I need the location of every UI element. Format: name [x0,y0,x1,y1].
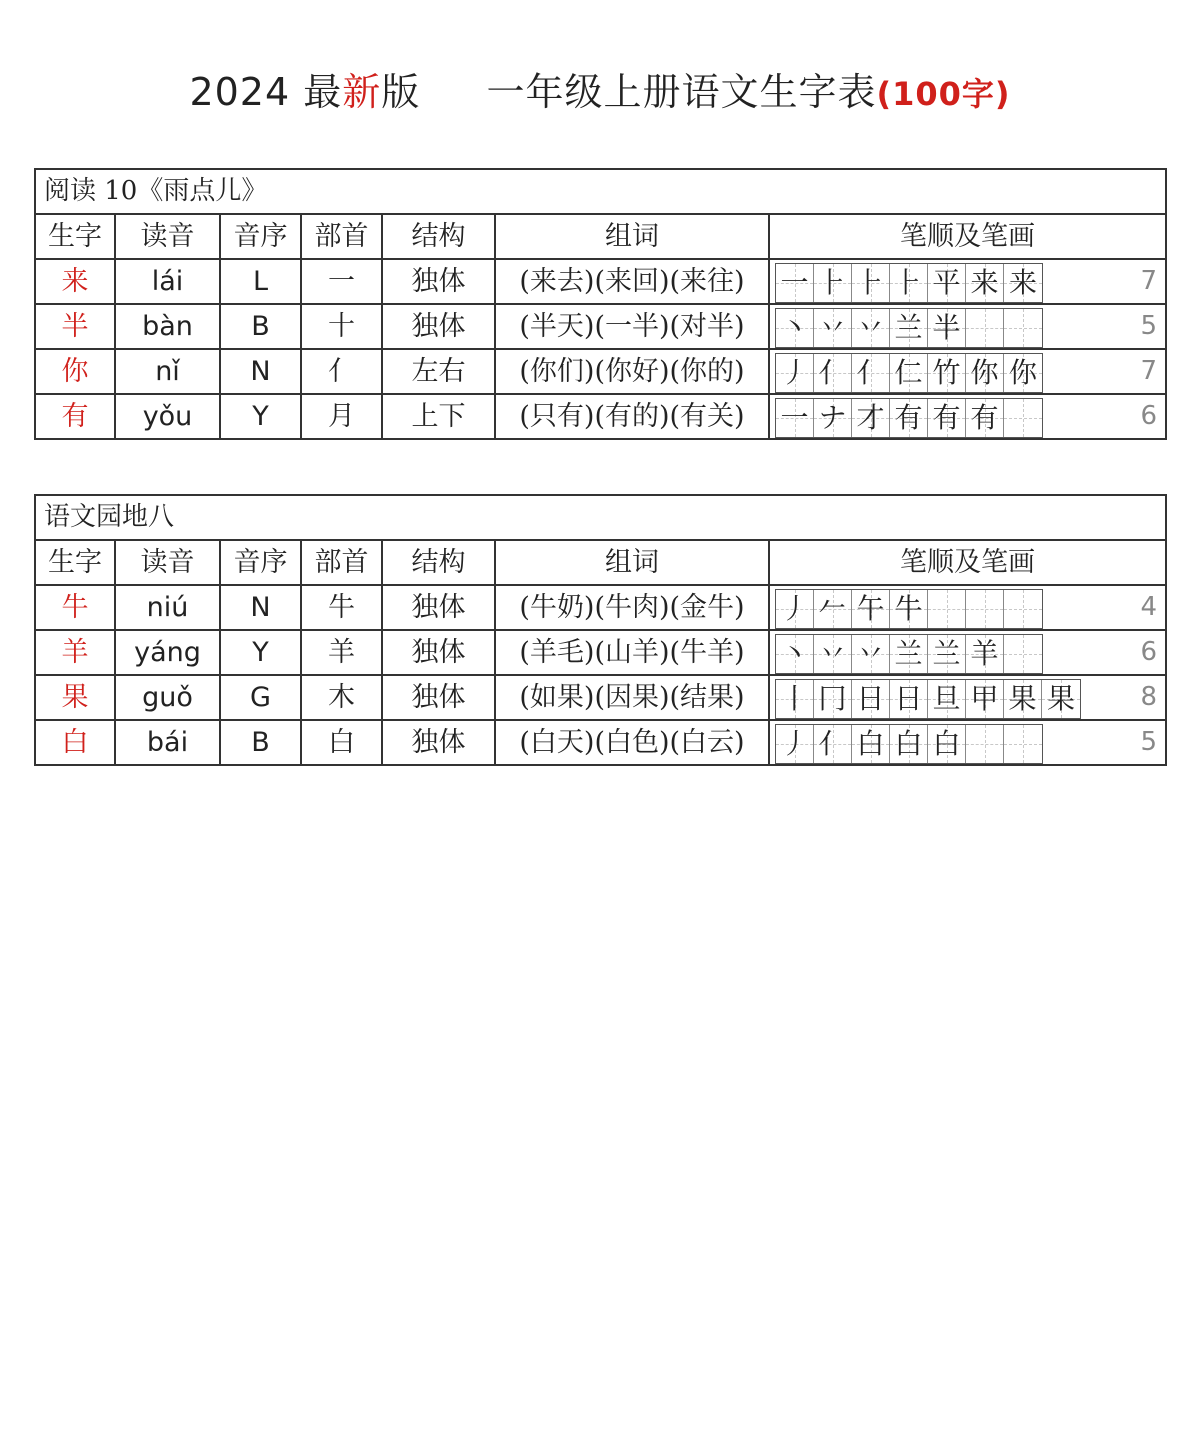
stroke-count: 6 [1140,637,1158,667]
stroke-step-glyph: 白 [932,727,961,760]
stroke-step-glyph: ナ [818,401,847,434]
radical-cell: 木 [301,675,382,720]
stroke-step [966,309,1004,347]
title-suffix: 版 [381,70,421,114]
table-row [35,630,1166,675]
pinyin-cell: nǐ [115,349,220,394]
column-header: 生字 [35,214,115,259]
words-cell: (你们)(你好)(你的) [495,349,769,394]
letter-cell: B [220,304,301,349]
lesson-table-1 [34,168,1167,440]
stroke-step [852,590,890,628]
character-cell: 半 [35,304,115,349]
character-cell: 羊 [35,630,115,675]
title-new: 新 [342,70,382,114]
stroke-step-glyph: 丷 [856,311,885,344]
stroke-step-glyph: 白 [856,727,885,760]
stroke-step [852,354,890,392]
section-caption: 语文园地八 [35,495,1166,540]
stroke-step [966,635,1004,673]
words-cell: (羊毛)(山羊)(牛羊) [495,630,769,675]
stroke-step [776,309,814,347]
stroke-order-cell [769,675,1166,720]
stroke-grid [775,634,1043,674]
stroke-order-cell [769,720,1166,765]
stroke-step [928,399,966,437]
column-header: 结构 [382,214,495,259]
pinyin-cell: guǒ [115,675,220,720]
stroke-grid [775,679,1081,719]
character-cell: 白 [35,720,115,765]
stroke-step [814,590,852,628]
structure-cell: 独体 [382,259,495,304]
stroke-step-glyph: 你 [970,356,999,389]
stroke-step [814,354,852,392]
letter-cell: B [220,720,301,765]
words-cell: (只有)(有的)(有关) [495,394,769,439]
structure-cell: 独体 [382,304,495,349]
title-count: (100字) [876,75,1011,113]
column-header: 笔顺及笔画 [769,214,1166,259]
stroke-step [814,309,852,347]
pinyin-cell: bái [115,720,220,765]
pinyin-cell: lái [115,259,220,304]
stroke-step-glyph: 果 [1046,682,1075,715]
stroke-step [1004,354,1042,392]
stroke-step [890,309,928,347]
stroke-step-glyph: 日 [894,682,923,715]
stroke-step [814,725,852,763]
stroke-step [776,399,814,437]
structure-cell: 独体 [382,720,495,765]
stroke-step-glyph: 丿 [780,592,809,625]
character-cell: 来 [35,259,115,304]
pinyin-cell: bàn [115,304,220,349]
stroke-step [776,680,814,718]
words-cell: (白天)(白色)(白云) [495,720,769,765]
column-header: 音序 [220,214,301,259]
stroke-step-glyph: 丷 [856,637,885,670]
stroke-step-glyph: 亻 [856,356,885,389]
column-header: 音序 [220,540,301,585]
stroke-step [928,680,966,718]
words-cell: (半天)(一半)(对半) [495,304,769,349]
stroke-grid [775,353,1043,393]
column-header: 组词 [495,540,769,585]
pinyin-cell: niú [115,585,220,630]
stroke-step-glyph: 有 [970,401,999,434]
stroke-step-glyph: ⺊ [894,266,923,299]
letter-cell: L [220,259,301,304]
pinyin-cell: yáng [115,630,220,675]
stroke-step [852,399,890,437]
stroke-step [890,264,928,302]
stroke-step-glyph: 𠂉 [818,592,847,625]
stroke-step [814,680,852,718]
structure-cell: 独体 [382,585,495,630]
stroke-step [1004,635,1042,673]
radical-cell: 十 [301,304,382,349]
stroke-step-glyph: 丷 [818,637,847,670]
stroke-step [1004,590,1042,628]
stroke-step [776,590,814,628]
letter-cell: Y [220,630,301,675]
stroke-step-glyph: 兰 [894,311,923,344]
lesson-table-2 [34,494,1167,766]
stroke-step [852,680,890,718]
stroke-grid [775,263,1043,303]
stroke-step [890,725,928,763]
radical-cell: 羊 [301,630,382,675]
stroke-step-glyph: 冂 [818,682,847,715]
header-row [35,540,1166,585]
radical-cell: 白 [301,720,382,765]
stroke-order-cell [769,349,1166,394]
radical-cell: 亻 [301,349,382,394]
stroke-step [852,264,890,302]
stroke-count: 4 [1140,592,1158,622]
table-row [35,304,1166,349]
stroke-step [852,725,890,763]
stroke-step-glyph: 亻 [818,356,847,389]
stroke-count: 5 [1140,727,1158,757]
column-header: 部首 [301,214,382,259]
stroke-step [928,309,966,347]
stroke-step [966,680,1004,718]
stroke-step-glyph: 平 [932,266,961,299]
stroke-step-glyph: 日 [856,682,885,715]
stroke-order-cell [769,630,1166,675]
column-header: 部首 [301,540,382,585]
title-year: 2024 [189,70,291,114]
table-row [35,259,1166,304]
stroke-step [852,635,890,673]
stroke-step-glyph: 竹 [932,356,961,389]
stroke-step [890,399,928,437]
table-row [35,675,1166,720]
stroke-count: 7 [1140,266,1158,296]
stroke-step [928,635,966,673]
stroke-step-glyph: 牛 [894,592,923,625]
column-header: 读音 [115,214,220,259]
stroke-step-glyph: 你 [1008,356,1037,389]
stroke-step [890,680,928,718]
stroke-step-glyph: 丷 [818,311,847,344]
column-header: 结构 [382,540,495,585]
stroke-step-glyph: 兰 [894,637,923,670]
stroke-step-glyph: 仁 [894,356,923,389]
stroke-step-glyph: ⺊ [818,266,847,299]
stroke-step-glyph: 丿 [780,727,809,760]
page-title [0,62,1200,124]
header-row [35,214,1166,259]
stroke-step [928,264,966,302]
stroke-step [814,635,852,673]
table-row [35,394,1166,439]
stroke-step [1004,309,1042,347]
stroke-step [928,354,966,392]
words-cell: (如果)(因果)(结果) [495,675,769,720]
stroke-step [966,354,1004,392]
stroke-step [966,725,1004,763]
stroke-step [928,725,966,763]
stroke-step-glyph: 亻 [818,727,847,760]
stroke-step-glyph: 甲 [970,682,999,715]
stroke-step-glyph: 羊 [970,637,999,670]
table-row [35,349,1166,394]
stroke-count: 8 [1140,682,1158,712]
stroke-step-glyph: 有 [932,401,961,434]
radical-cell: 一 [301,259,382,304]
stroke-step-glyph: 兰 [932,637,961,670]
stroke-step [966,264,1004,302]
stroke-step-glyph: 旦 [932,682,961,715]
stroke-order-cell [769,394,1166,439]
stroke-step-glyph: 才 [856,401,885,434]
words-cell: (来去)(来回)(来往) [495,259,769,304]
letter-cell: Y [220,394,301,439]
stroke-step-glyph: 一 [780,401,809,434]
stroke-grid [775,398,1043,438]
stroke-count: 5 [1140,311,1158,341]
stroke-step [776,635,814,673]
words-cell: (牛奶)(牛肉)(金牛) [495,585,769,630]
stroke-step-glyph: 有 [894,401,923,434]
column-header: 生字 [35,540,115,585]
stroke-step-glyph: 丶 [780,311,809,344]
character-cell: 你 [35,349,115,394]
title-main: 一年级上册语文生字表 [486,70,877,114]
stroke-count: 6 [1140,401,1158,431]
stroke-step [776,354,814,392]
section-caption: 阅读 10《雨点儿》 [35,169,1166,214]
letter-cell: N [220,349,301,394]
structure-cell: 独体 [382,675,495,720]
radical-cell: 牛 [301,585,382,630]
stroke-step-glyph: 果 [1008,682,1037,715]
stroke-step [966,399,1004,437]
stroke-step-glyph: 半 [932,311,961,344]
stroke-step [890,635,928,673]
radical-cell: 月 [301,394,382,439]
stroke-step-glyph: 丶 [780,637,809,670]
stroke-step-glyph: 白 [894,727,923,760]
stroke-step-glyph: 丨 [780,682,809,715]
stroke-step [852,309,890,347]
stroke-step-glyph: 来 [1008,266,1037,299]
structure-cell: 上下 [382,394,495,439]
stroke-step [814,399,852,437]
stroke-step [776,725,814,763]
column-header: 笔顺及笔画 [769,540,1166,585]
stroke-count: 7 [1140,356,1158,386]
stroke-step [1042,680,1080,718]
stroke-grid [775,308,1043,348]
column-header: 组词 [495,214,769,259]
stroke-order-cell [769,585,1166,630]
character-cell: 牛 [35,585,115,630]
character-cell: 果 [35,675,115,720]
title-prefix: 最 [303,70,343,114]
stroke-step [1004,680,1042,718]
stroke-step [814,264,852,302]
stroke-step [928,590,966,628]
structure-cell: 左右 [382,349,495,394]
stroke-step [776,264,814,302]
stroke-step [1004,264,1042,302]
stroke-step-glyph: 丿 [780,356,809,389]
stroke-step [966,590,1004,628]
stroke-step-glyph: 来 [970,266,999,299]
character-cell: 有 [35,394,115,439]
stroke-order-cell [769,304,1166,349]
stroke-step-glyph: 一 [780,266,809,299]
stroke-step [1004,399,1042,437]
stroke-step [1004,725,1042,763]
stroke-step-glyph: 午 [856,592,885,625]
table-row [35,720,1166,765]
stroke-order-cell [769,259,1166,304]
structure-cell: 独体 [382,630,495,675]
stroke-grid [775,589,1043,629]
stroke-step-glyph: ⺊ [856,266,885,299]
stroke-grid [775,724,1043,764]
column-header: 读音 [115,540,220,585]
stroke-step [890,354,928,392]
letter-cell: G [220,675,301,720]
stroke-step [890,590,928,628]
pinyin-cell: yǒu [115,394,220,439]
letter-cell: N [220,585,301,630]
table-row [35,585,1166,630]
